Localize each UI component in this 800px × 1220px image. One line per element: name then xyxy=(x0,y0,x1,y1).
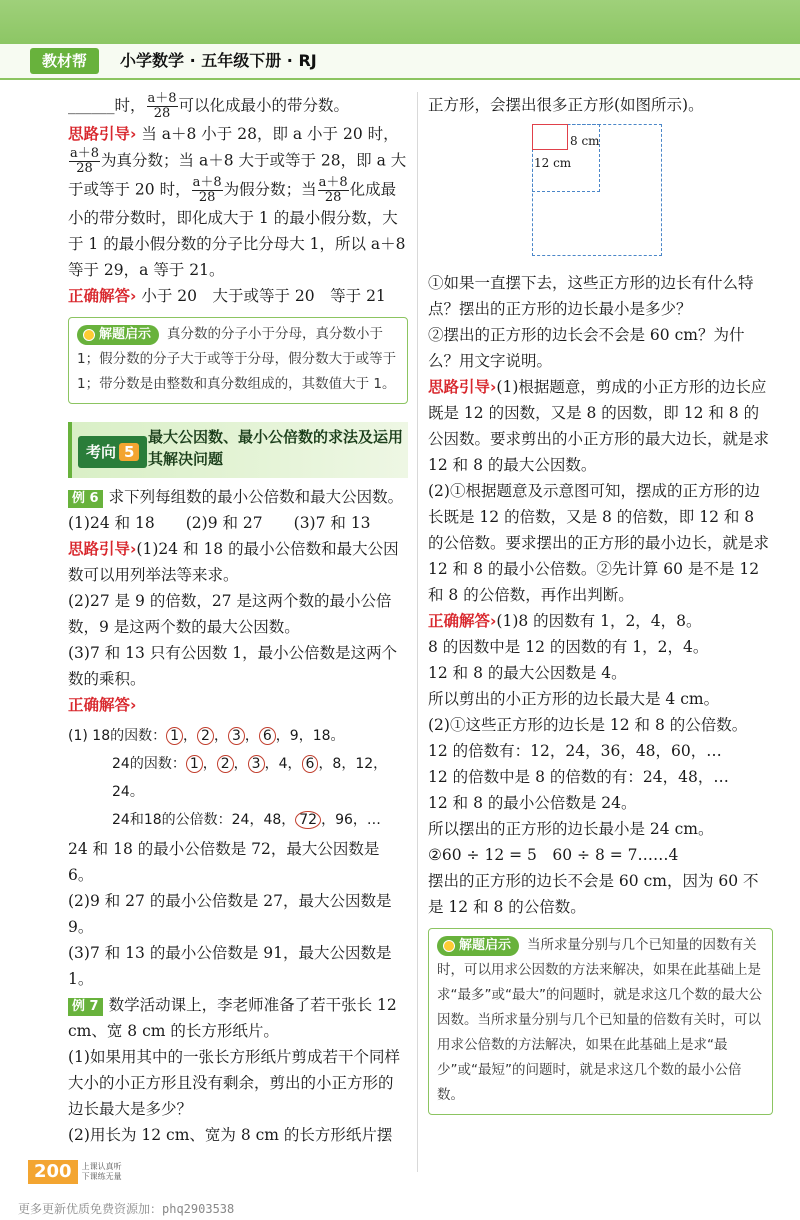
example-tag: 例 6 xyxy=(68,490,103,508)
question-tail xyxy=(68,92,408,121)
answer-text: (2)①这些正方形的边长是 12 和 8 的公倍数。 xyxy=(428,716,748,734)
example-question xyxy=(68,484,408,510)
answer-label: 正确解答 xyxy=(68,696,131,714)
hand-text: ，96，… xyxy=(321,812,381,828)
page-number: 200 xyxy=(28,1160,78,1184)
hint-paragraph xyxy=(68,147,408,176)
tip-label: 解题启示 xyxy=(437,936,519,956)
answer-text: ②60 ÷ 12 = 5 60 ÷ 8 = 7……4 xyxy=(428,846,679,864)
section-tag xyxy=(78,436,147,468)
fraction xyxy=(318,176,349,205)
answer-text: 12 的倍数有：12，24，36，48，60，… xyxy=(428,742,722,760)
answer-text: 小于 20 大于或等于 20 等于 21 xyxy=(141,287,386,305)
blank-when: ______时， xyxy=(68,96,146,115)
hint-text: (3)7 和 13 只有公因数 1，最小公倍数是这两个数的乘积。 xyxy=(68,644,398,688)
subquestion: ②摆出的正方形的边长会不会是 60 cm？为什么？用文字说明。 xyxy=(428,326,745,370)
fraction-numerator: a＋8 xyxy=(147,91,177,106)
circled-number: 3 xyxy=(248,755,265,773)
hint-paragraph xyxy=(68,176,408,205)
circled-number: 2 xyxy=(217,755,234,773)
answer-paragraph: 正确解答› xyxy=(68,696,137,714)
answer-paragraph: 正确解答›(1)8 的因数有 1，2，4，8。 xyxy=(428,612,702,630)
fraction-numerator: a＋8 xyxy=(192,175,222,190)
example-question xyxy=(68,992,408,1044)
answer-text: 所以剪出的小正方形的边长最大是 4 cm。 xyxy=(428,690,720,708)
answer-label: 正确解答 xyxy=(68,287,131,305)
hand-text: 24和18的公倍数：24，48， xyxy=(112,812,296,828)
fraction-denominator: 28 xyxy=(324,190,342,205)
hint-text: 为真分数；当 a＋8 大于或等于 28，即 a 大 xyxy=(101,151,407,170)
hint-text: 小的带分数时，即化成大于 1 的最小假分数，大于 1 的最小假分数的分子比分母大 1，所以 a＋8 等于 29，a 等于 21。 xyxy=(68,209,406,279)
example-text: 求下列每组数的最小公倍数和最大公因数。 xyxy=(108,488,404,506)
section-tag-label: 考向 xyxy=(86,443,117,461)
fraction-denominator: 28 xyxy=(198,190,216,205)
hint-text: 为假分数；当 xyxy=(223,180,317,199)
section-title: 最大公因数、最小公倍数的求法及运用其解决问题 xyxy=(148,428,404,468)
fraction-denominator: 28 xyxy=(153,106,171,121)
circled-number: 72 xyxy=(295,811,321,829)
hint-paragraph: 思路引导›(1)24 和 18 的最小公倍数和最大公因数可以用列举法等来求。 xyxy=(68,540,399,584)
hand-text: 24的因数： xyxy=(112,756,186,772)
tip-box xyxy=(428,928,773,1115)
tip-text: 真分数的分子小于分母，真分数小于 1；假分数的分子大于或等于分母，假分数大于或等于 1；带分数是由整数和真分数组成的，其数值大于 1。 xyxy=(77,326,397,392)
hint-paragraph: 思路引导›(1)根据题意，剪成的小正方形的边长应既是 12 的因数，又是 8 的因数，即 12 和 8 的公因数。要求剪出的小正方形的最大边长，就是求 12 和 8 的最大公因数。 xyxy=(428,378,770,474)
hand-text: ，8，12，24。 xyxy=(112,756,388,800)
hint-text: 于或等于 20 时， xyxy=(68,180,191,199)
example-text: 数学活动课上，李老师准备了若干张长 12 cm、宽 8 cm 的长方形纸片。 xyxy=(68,996,397,1040)
fraction-numerator: a＋8 xyxy=(70,146,100,161)
answer-text: (2)9 和 27 的最小公倍数是 27，最大公因数是 9。 xyxy=(68,892,392,936)
answer-text: (1)8 的因数有 1，2，4，8。 xyxy=(496,612,702,630)
answer-text: 24 和 18 的最小公倍数是 72，最大公因数是 6。 xyxy=(68,840,380,884)
hand-line-2: 24的因数： 1 ， 2 ， 3 ，4， 6 ，8，12，24。 xyxy=(112,756,388,800)
hint-text: 化成最 xyxy=(349,180,397,199)
answer-text: 12 和 8 的最大公因数是 4。 xyxy=(428,664,627,682)
answer-text: 所以摆出的正方形的边长最小是 24 cm。 xyxy=(428,820,714,838)
example-tag: 例 7 xyxy=(68,998,103,1016)
width-label: 8 cm xyxy=(570,134,600,148)
hint-text: (1)24 和 18 的最小公倍数和最大公因数可以用列举法等来求。 xyxy=(68,540,399,584)
hand-line-1: (1) 18的因数： 1 ， 2 ， 3 ， 6 ，9，18。 xyxy=(68,728,345,744)
fraction xyxy=(192,176,223,205)
hint-text: (2)①根据题意及示意图可知，摆成的正方形的边长既是 12 的倍数，又是 8 的倍数，即 12 和 8 的公倍数。要求摆出的正方形的最小边长，就是求 12 和 8 的最小公倍数。②先计算 60 是不是 12 和 8 的公倍数，再作出判断。 xyxy=(428,482,770,604)
circled-number: 1 xyxy=(186,755,203,773)
page-footer xyxy=(28,1160,130,1184)
answer-text: 12 和 8 的最小公倍数是 24。 xyxy=(428,794,637,812)
circled-number: 6 xyxy=(302,755,319,773)
footer-note: 更多更新优质免费资源加：phq2903538 xyxy=(18,1202,235,1216)
left-column xyxy=(68,92,408,1148)
circled-number: 6 xyxy=(259,727,276,745)
tip-text: 当所求量分别与几个已知量的因数有关时，可以用求公因数的方法来解决，如果在此基础上是求“最多”或“最大”的问题时，就是求这几个数的最大公因数。当所求量分别与几个已知量的倍数有关时，可以用求公倍数的方法解决，如果在此基础上是求“最少”或“最短”的问题时，就是求这几个数的最小公倍数。 xyxy=(437,937,762,1103)
column-divider xyxy=(417,92,418,1172)
answer-text: 8 的因数中是 12 的因数的有 1，2，4。 xyxy=(428,638,709,656)
hint-label: 思路引导 xyxy=(68,540,131,558)
hint-text: (2)27 是 9 的倍数，27 是这两个数的最小公倍数，9 是这两个数的最大公因数。 xyxy=(68,592,392,636)
answer-label: 正确解答 xyxy=(428,612,491,630)
question-text: 可以化成最小的带分数。 xyxy=(178,96,350,115)
page-slogan: 上课认真听 下课练无量 xyxy=(81,1162,122,1181)
circled-number: 1 xyxy=(166,727,183,745)
circled-number: 3 xyxy=(228,727,245,745)
fraction xyxy=(69,147,100,176)
hint-paragraph: 思路引导› 当 a＋8 小于 28，即 a 小于 20 时， xyxy=(68,125,399,143)
section-number: 5 xyxy=(119,443,139,461)
squares-diagram xyxy=(532,124,702,264)
fraction-numerator: a＋8 xyxy=(318,175,348,190)
answer-text: 12 的倍数中是 8 的倍数的有：24，48，… xyxy=(428,768,729,786)
right-column xyxy=(428,92,773,1119)
example-items: (1)24 和 18 (2)9 和 27 (3)7 和 13 xyxy=(68,514,371,532)
hand-text: ，4， xyxy=(264,756,302,772)
tip-box xyxy=(68,317,408,404)
hint-label: 思路引导 xyxy=(68,125,131,143)
hand-text: (1) 18的因数： xyxy=(68,728,167,744)
example-continued: 正方形，会摆出很多正方形(如图所示)。 xyxy=(428,96,704,114)
book-title: 小学数学 · 五年级下册 · RJ xyxy=(120,51,317,70)
handwritten-work xyxy=(68,722,408,834)
circled-number: 2 xyxy=(197,727,214,745)
answer-text: (3)7 和 13 的最小公倍数是 91，最大公因数是 1。 xyxy=(68,944,392,988)
fraction-denominator: 28 xyxy=(76,161,93,176)
hand-line-3 xyxy=(68,806,408,834)
subquestion: ①如果一直摆下去，这些正方形的边长有什么特点？摆出的正方形的边长最小是多少？ xyxy=(428,274,754,318)
example-subquestion: (2)用长为 12 cm、宽为 8 cm 的长方形纸片摆 xyxy=(68,1126,393,1144)
answer-paragraph: 正确解答› 小于 20 大于或等于 20 等于 21 xyxy=(68,287,386,305)
brand-badge: 教材帮 xyxy=(30,48,99,74)
paper-rectangle xyxy=(532,124,568,150)
fraction xyxy=(147,92,178,121)
tip-label: 解题启示 xyxy=(77,325,159,345)
hint-label: 思路引导 xyxy=(428,378,491,396)
length-label: 12 cm xyxy=(534,156,572,170)
hint-text: (1)根据题意，剪成的小正方形的边长应既是 12 的因数，又是 8 的因数，即 12 和 8 的公因数。要求剪出的小正方形的最大边长，就是求 12 和 8 的最大公因数。 xyxy=(428,378,770,474)
example-subquestion: (1)如果用其中的一张长方形纸片剪成若干个同样大小的小正方形且没有剩余，剪出的小正方形的边长最大是多少？ xyxy=(68,1048,400,1118)
section-banner xyxy=(68,422,408,478)
hint-text: 当 a＋8 小于 28，即 a 小于 20 时， xyxy=(141,125,399,143)
hand-text: ，9，18。 xyxy=(275,728,345,744)
answer-text: 摆出的正方形的边长不会是 60 cm，因为 60 不是 12 和 8 的公倍数。 xyxy=(428,872,759,916)
